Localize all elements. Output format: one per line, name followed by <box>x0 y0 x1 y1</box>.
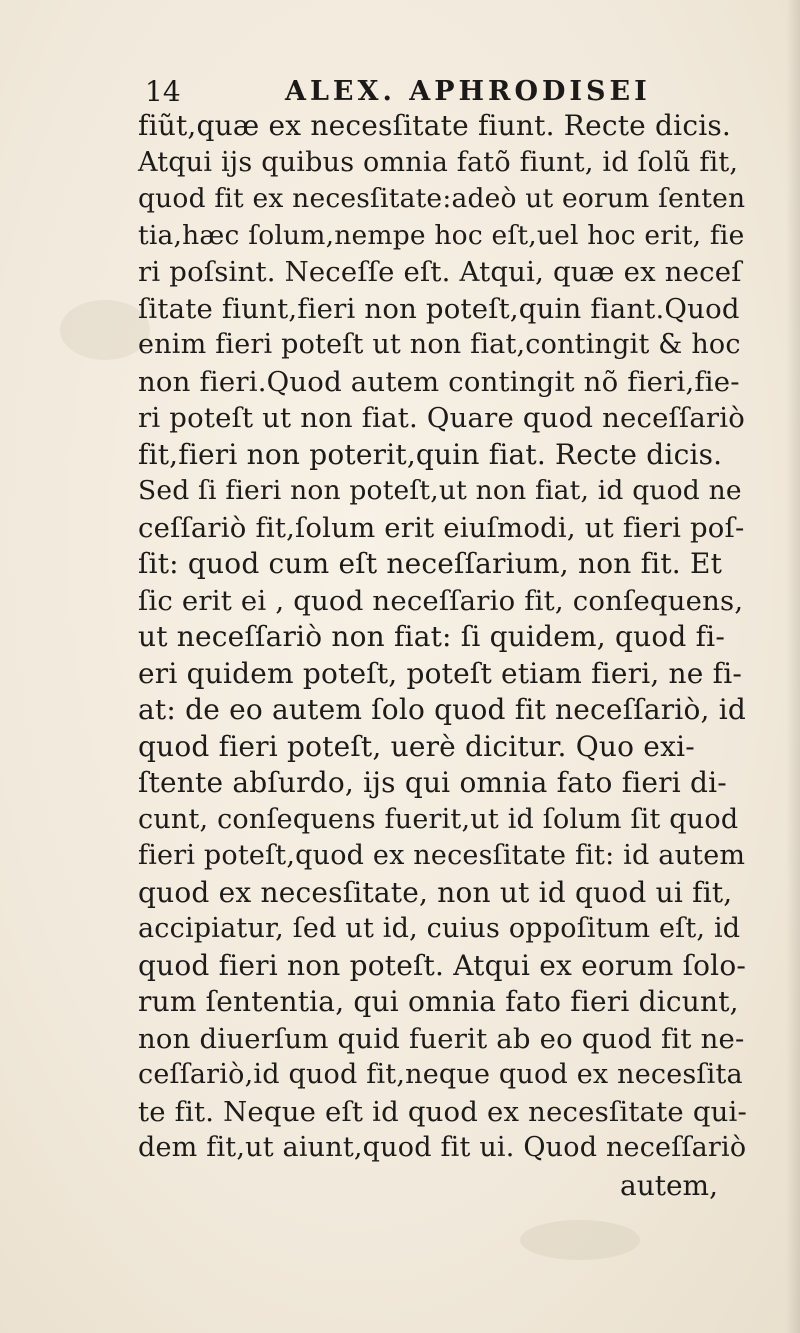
text-line: quod fit ex necesſitate:adeò ut eorum ſenten <box>138 183 746 214</box>
catchword: autem, <box>620 1169 718 1202</box>
text-line: quod fieri non poteſt. Atqui ex eorum ſolo- <box>138 948 747 982</box>
text-line: Atqui ijs quibus omnia fatõ fiunt, id ſolũ fit, <box>138 146 739 178</box>
text-line: quod fieri poteſt, uerè dicitur. Quo exi- <box>138 729 695 763</box>
paper-stain <box>520 1220 640 1260</box>
paper-stain <box>60 300 150 360</box>
text-line: at: de eo autem ſolo quod fit neceſſariò, id <box>138 693 746 726</box>
text-line: non diuerſum quid fuerit ab eo quod fit ne- <box>138 1022 745 1055</box>
text-line: ſtente abſurdo, ijs qui omnia fato fieri di- <box>138 766 727 799</box>
text-line: enim fieri poteſt ut non fiat,contingit & hoc <box>138 329 741 360</box>
text-line: fit,fieri non poterit,quin fiat. Recte dicis. <box>138 437 723 471</box>
text-line: dem fit,ut aiunt,quod fit ui. Quod neceſſariò <box>138 1132 747 1163</box>
text-line: Sed ſi fieri non poteſt,ut non fiat, id quod ne <box>138 475 742 506</box>
text-line: tia,hæc ſolum,nempe hoc eſt,uel hoc erit, fie <box>138 219 745 251</box>
text-line: fiũt,quæ ex necesſitate fiunt. Recte dicis. <box>138 109 732 142</box>
text-line: ſitate fiunt,fieri non poteſt,quin fiant.Quod <box>138 292 740 325</box>
text-line: ri poſsint. Neceſſe eſt. Atqui, quæ ex neceſ <box>138 256 742 288</box>
text-line: accipiatur, ſed ut id, cuius oppoſitum eſt, id <box>138 913 741 944</box>
text-line: ſit: quod cum eſt neceſſarium, non fit. Et <box>138 547 723 580</box>
text-line: ſic erit ei , quod neceſſario fit, conſequens, <box>138 584 744 617</box>
text-line: cunt, conſequens fuerit,ut id ſolum ſit quod <box>138 803 739 835</box>
page-number: 14 <box>145 75 181 108</box>
text-line: fieri poteſt,quod ex necesſitate fit: id autem <box>138 840 746 871</box>
text-line: te fit. Neque eſt id quod ex necesſitate qui- <box>138 1095 748 1128</box>
text-block <box>138 108 748 1167</box>
text-line: ut neceſſariò non fiat: ſi quidem, quod fi- <box>138 620 725 653</box>
text-line: ri poteſt ut non fiat. Quare quod neceſſariò <box>138 402 746 434</box>
text-line: eri quidem poteſt, poteſt etiam fieri, ne fi- <box>138 656 743 690</box>
text-line: ceſſariò fit,ſolum erit eiuſmodi, ut fieri poſ- <box>138 511 745 544</box>
text-line: non fieri.Quod autem contingit nõ fieri,fie- <box>138 365 740 398</box>
running-head: ALEX. APHRODISEI <box>285 76 651 107</box>
text-line: rum ſententia, qui omnia fato fieri dicunt, <box>138 985 739 1018</box>
text-line: quod ex necesſitate, non ut id quod ui fit, <box>138 875 733 909</box>
page-gutter-shadow <box>786 0 800 1333</box>
page-header <box>145 72 745 112</box>
text-line: ceſſariò,id quod fit,neque quod ex necesſita <box>138 1059 743 1090</box>
